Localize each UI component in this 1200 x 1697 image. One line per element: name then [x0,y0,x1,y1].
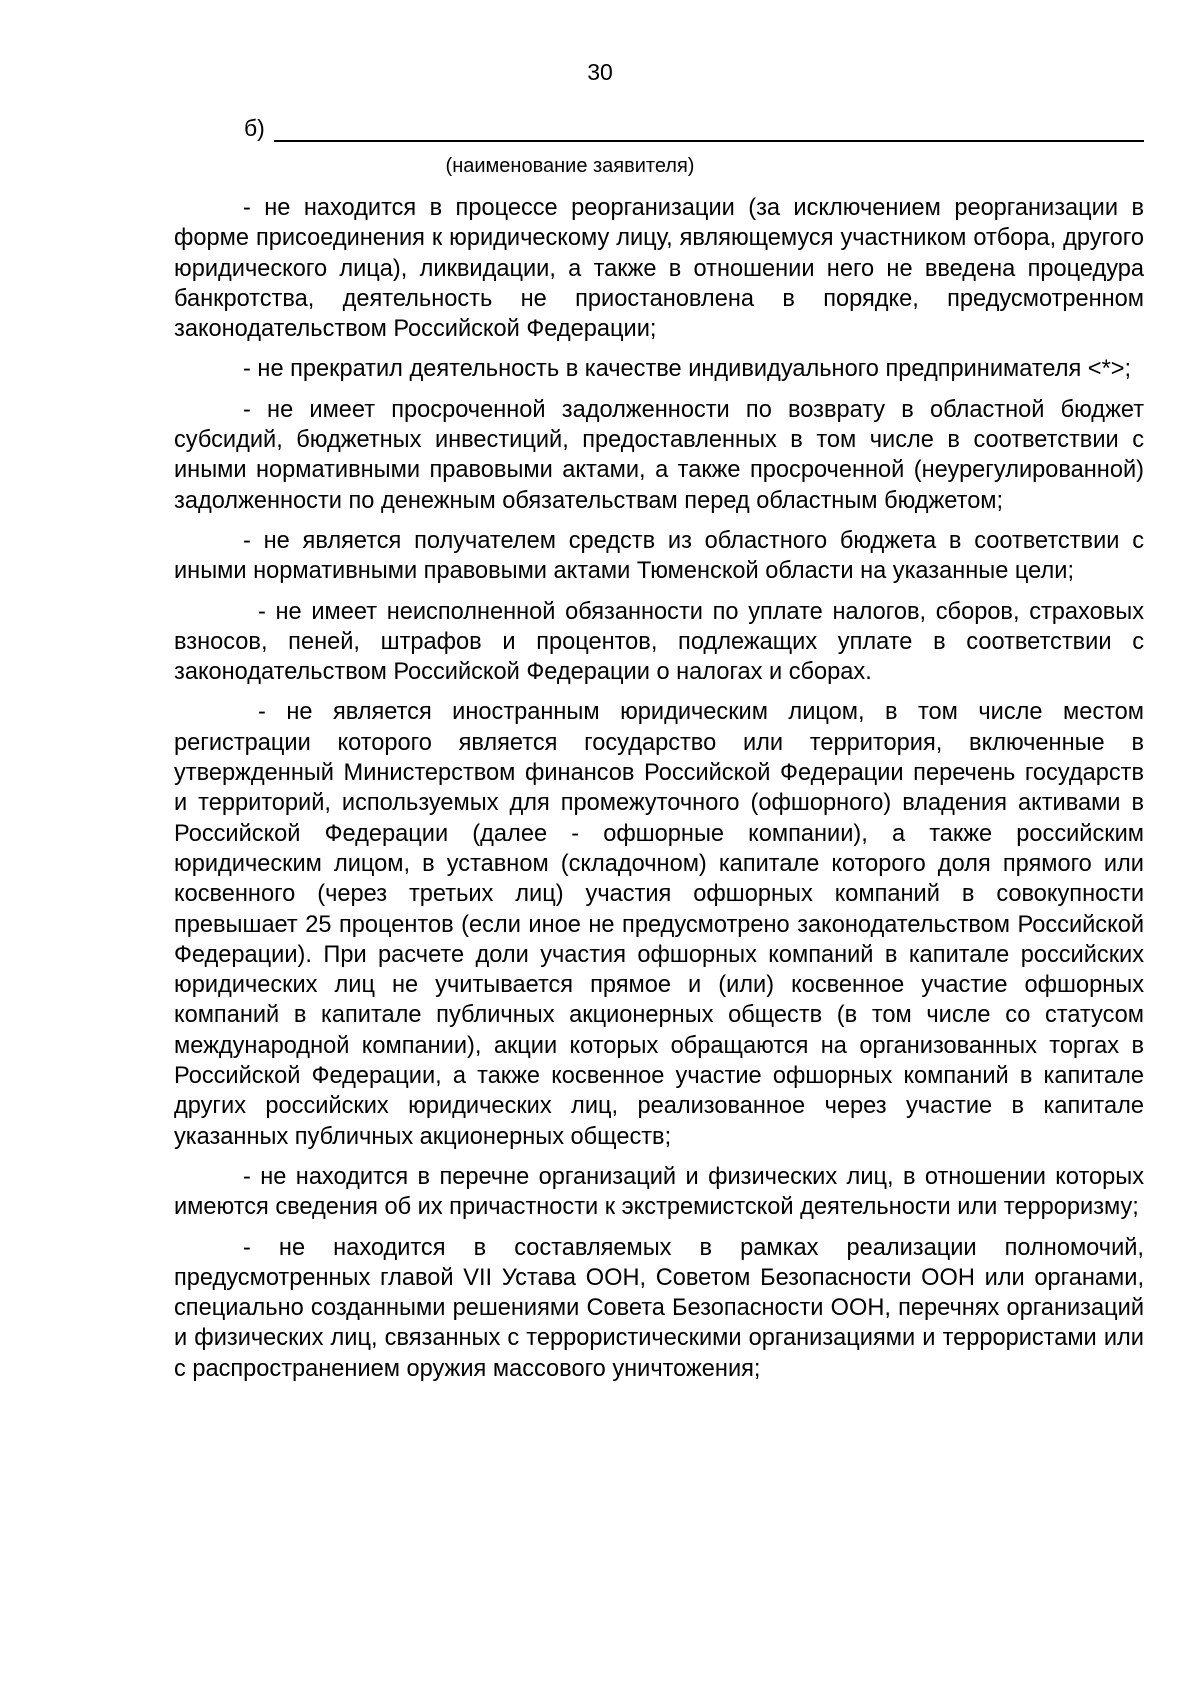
requirement-paragraph: - не находится в перечне организаций и физических лиц, в отношении которых имеются сведения об их причастности к экстремистской деятельности или терроризму; [174,1163,1144,1221]
applicant-name-blank [274,140,1144,142]
requirement-paragraph: - не находится в составляемых в рамках реализации полномочий, предусмотренных главой VII Устава ООН, Советом Безопасности ООН или органами, специально созданными решениями Совета Безопасности ООН, перечнях организаций и физических лиц, связанных с террористическими организациями и террористами или с распространением оружия массового уничтожения; [174,1234,1144,1382]
applicant-line [244,112,1144,146]
requirement-paragraph: - не имеет просроченной задолженности по возврату в областной бюджет субсидий, бюджетных инвестиций, предоставленных в том числе в соответствии с иными нормативными правовыми актами, а также просроченной (неурегулированной) задолженности по денежным обязательствам перед областным бюджетом; [174,396,1144,514]
requirement-paragraph: - не является получателем средств из областного бюджета в соответствии с иными нормативными правовыми актами Тюменской области на указанные цели; [174,527,1144,585]
requirements-list [174,193,1144,1394]
requirement-paragraph: - не является иностранным юридическим лицом, в том числе местом регистрации которого является государство или территория, включенные в утвержденный Министерством финансов Российской Федерации перечень государств и территорий, используемых для промежуточного (офшорного) владения активами в Российской Федерации (далее - офшорные компании), а также российским юридическим лицом, в уставном (складочном) капитале которого доля прямого или косвенного (через третьих лиц) участия офшорных компаний в совокупности превышает 25 процентов (если иное не предусмотрено законодательством Российской Федерации). При расчете доли участия офшорных компаний в капитале российских юридических лиц не учитывается прямое и (или) косвенное участие офшорных компаний в капитале публичных акционерных обществ (в том числе со статусом международной компании), акции которых обращаются на организованных торгах в Российской Федерации, а также косвенное участие офшорных компаний в капитале других российских юридических лиц, реализованное через участие в капитале указанных публичных акционерных обществ; [174,699,1144,1150]
requirement-paragraph: - не имеет неисполненной обязанности по уплате налогов, сборов, страховых взносов, пеней, штрафов и процентов, подлежащих уплате в соответствии с законодательством Российской Федерации о налогах и сборах. [174,598,1144,686]
applicant-caption: (наименование заявителя) [445,155,695,177]
requirement-paragraph: - не прекратил деятельность в качестве индивидуального предпринимателя <*>; [243,356,1132,383]
page-number: 30 [587,59,613,85]
requirement-paragraph: - не находится в процессе реорганизации (за исключением реорганизации в форме присоединения к юридическому лицу, являющемуся участником отбора, другого юридического лица), ликвидации, а также в отношении него не введена процедура банкротства, деятельность не приостановлена в порядке, предусмотренном законодательством Российской Федерации; [174,195,1144,343]
applicant-prefix: б) [244,115,265,141]
